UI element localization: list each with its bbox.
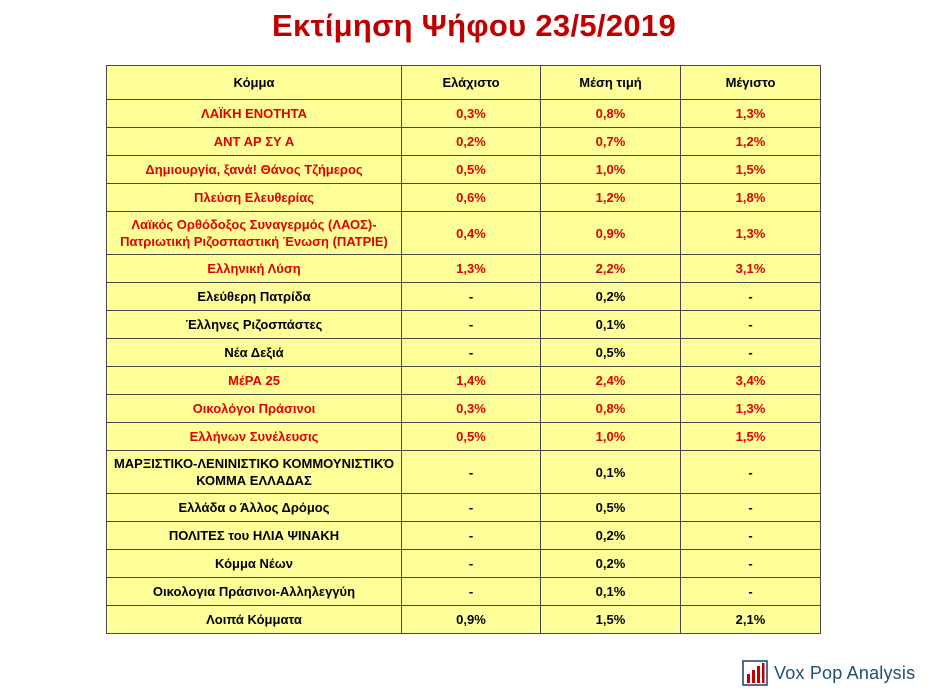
party-cell: Οικολόγοι Πράσινοι [107, 395, 402, 423]
table-row [107, 255, 821, 283]
minimum-cell: 0,3% [402, 395, 541, 423]
maximum-cell: 3,1% [681, 255, 821, 283]
table-row [107, 395, 821, 423]
party-cell: Οικολογια Πράσινοι-Αλληλεγγύη [107, 578, 402, 606]
vox-pop-logo [742, 658, 915, 688]
average-cell: 0,9% [541, 212, 681, 255]
party-cell: Ελεύθερη Πατρίδα [107, 283, 402, 311]
average-cell: 0,1% [541, 578, 681, 606]
maximum-cell: 1,2% [681, 128, 821, 156]
maximum-cell: - [681, 311, 821, 339]
party-cell: ΜΑΡΞΙΣΤΙΚΟ-ΛΕΝΙΝΙΣΤΙΚΟ ΚΟΜΜΟΥΝΙΣΤΙΚΌ ΚΟΜΜΑ ΕΛΛΑΔΑΣ [107, 451, 402, 494]
maximum-cell: - [681, 283, 821, 311]
maximum-cell: - [681, 550, 821, 578]
maximum-cell: 1,8% [681, 184, 821, 212]
table-row [107, 311, 821, 339]
party-cell: Νέα Δεξιά [107, 339, 402, 367]
average-cell: 1,2% [541, 184, 681, 212]
minimum-cell: - [402, 578, 541, 606]
table-row [107, 606, 821, 634]
minimum-cell: - [402, 283, 541, 311]
average-cell: 1,0% [541, 423, 681, 451]
table-row [107, 212, 821, 255]
average-cell: 0,5% [541, 339, 681, 367]
minimum-cell: - [402, 494, 541, 522]
average-cell: 0,8% [541, 100, 681, 128]
party-cell: Ελλάδα ο Άλλος Δρόμος [107, 494, 402, 522]
table-row [107, 578, 821, 606]
logo-text: Vox Pop Analysis [774, 662, 916, 683]
table-row [107, 451, 821, 494]
maximum-cell: 3,4% [681, 367, 821, 395]
header-maximum: Μέγιστο [681, 66, 821, 100]
table-row [107, 367, 821, 395]
header-party: Κόμμα [107, 66, 402, 100]
maximum-cell: 1,5% [681, 156, 821, 184]
minimum-cell: 1,3% [402, 255, 541, 283]
average-cell: 0,2% [541, 550, 681, 578]
minimum-cell: - [402, 522, 541, 550]
party-cell: Λοιπά Κόμματα [107, 606, 402, 634]
average-cell: 1,0% [541, 156, 681, 184]
minimum-cell: 0,2% [402, 128, 541, 156]
table-row [107, 550, 821, 578]
table-row [107, 494, 821, 522]
header-average: Μέση τιμή [541, 66, 681, 100]
table-row [107, 128, 821, 156]
minimum-cell: 0,6% [402, 184, 541, 212]
party-cell: ΑΝΤ ΑΡ ΣΥ Α [107, 128, 402, 156]
minimum-cell: - [402, 550, 541, 578]
party-cell: Λαϊκός Ορθόδοξος Συναγερμός (ΛΑΟΣ)-Πατριωτική Ριζοσπαστική Ένωση (ΠΑΤΡΙΕ) [107, 212, 402, 255]
minimum-cell: - [402, 311, 541, 339]
maximum-cell: - [681, 339, 821, 367]
page-title: Εκτίμηση Ψήφου 23/5/2019 [272, 8, 676, 43]
minimum-cell: 1,4% [402, 367, 541, 395]
maximum-cell: 1,3% [681, 395, 821, 423]
maximum-cell: 2,1% [681, 606, 821, 634]
bar-chart-icon [742, 660, 768, 686]
average-cell: 0,1% [541, 311, 681, 339]
average-cell: 0,5% [541, 494, 681, 522]
average-cell: 0,1% [541, 451, 681, 494]
maximum-cell: - [681, 522, 821, 550]
average-cell: 1,5% [541, 606, 681, 634]
maximum-cell: - [681, 578, 821, 606]
average-cell: 0,2% [541, 283, 681, 311]
table-row [107, 184, 821, 212]
average-cell: 2,4% [541, 367, 681, 395]
table-row [107, 156, 821, 184]
maximum-cell: 1,5% [681, 423, 821, 451]
table-row [107, 339, 821, 367]
party-cell: ΛΑΪΚΗ ΕΝΟΤΗΤΑ [107, 100, 402, 128]
party-cell: Κόμμα Νέων [107, 550, 402, 578]
table-row [107, 100, 821, 128]
header-minimum: Ελάχιστο [402, 66, 541, 100]
minimum-cell: 0,5% [402, 156, 541, 184]
table-row [107, 283, 821, 311]
maximum-cell: - [681, 494, 821, 522]
party-cell: Ελληνική Λύση [107, 255, 402, 283]
average-cell: 0,8% [541, 395, 681, 423]
table-header-row [107, 66, 821, 100]
party-cell: Δημιουργία, ξανά! Θάνος Τζήμερος [107, 156, 402, 184]
maximum-cell: 1,3% [681, 212, 821, 255]
average-cell: 0,7% [541, 128, 681, 156]
table-body [107, 100, 821, 634]
average-cell: 0,2% [541, 522, 681, 550]
minimum-cell: 0,4% [402, 212, 541, 255]
average-cell: 2,2% [541, 255, 681, 283]
minimum-cell: 0,5% [402, 423, 541, 451]
maximum-cell: - [681, 451, 821, 494]
vote-estimate-table [106, 65, 821, 634]
minimum-cell: 0,9% [402, 606, 541, 634]
party-cell: ΜέΡΑ 25 [107, 367, 402, 395]
party-cell: Πλεύση Ελευθερίας [107, 184, 402, 212]
minimum-cell: - [402, 451, 541, 494]
party-cell: ΠΟΛΙΤΕΣ του ΗΛΙΑ ΨΙΝΑΚΗ [107, 522, 402, 550]
party-cell: Ελλήνων Συνέλευσις [107, 423, 402, 451]
table-row [107, 522, 821, 550]
minimum-cell: - [402, 339, 541, 367]
minimum-cell: 0,3% [402, 100, 541, 128]
party-cell: Έλληνες Ριζοσπάστες [107, 311, 402, 339]
maximum-cell: 1,3% [681, 100, 821, 128]
table-row [107, 423, 821, 451]
